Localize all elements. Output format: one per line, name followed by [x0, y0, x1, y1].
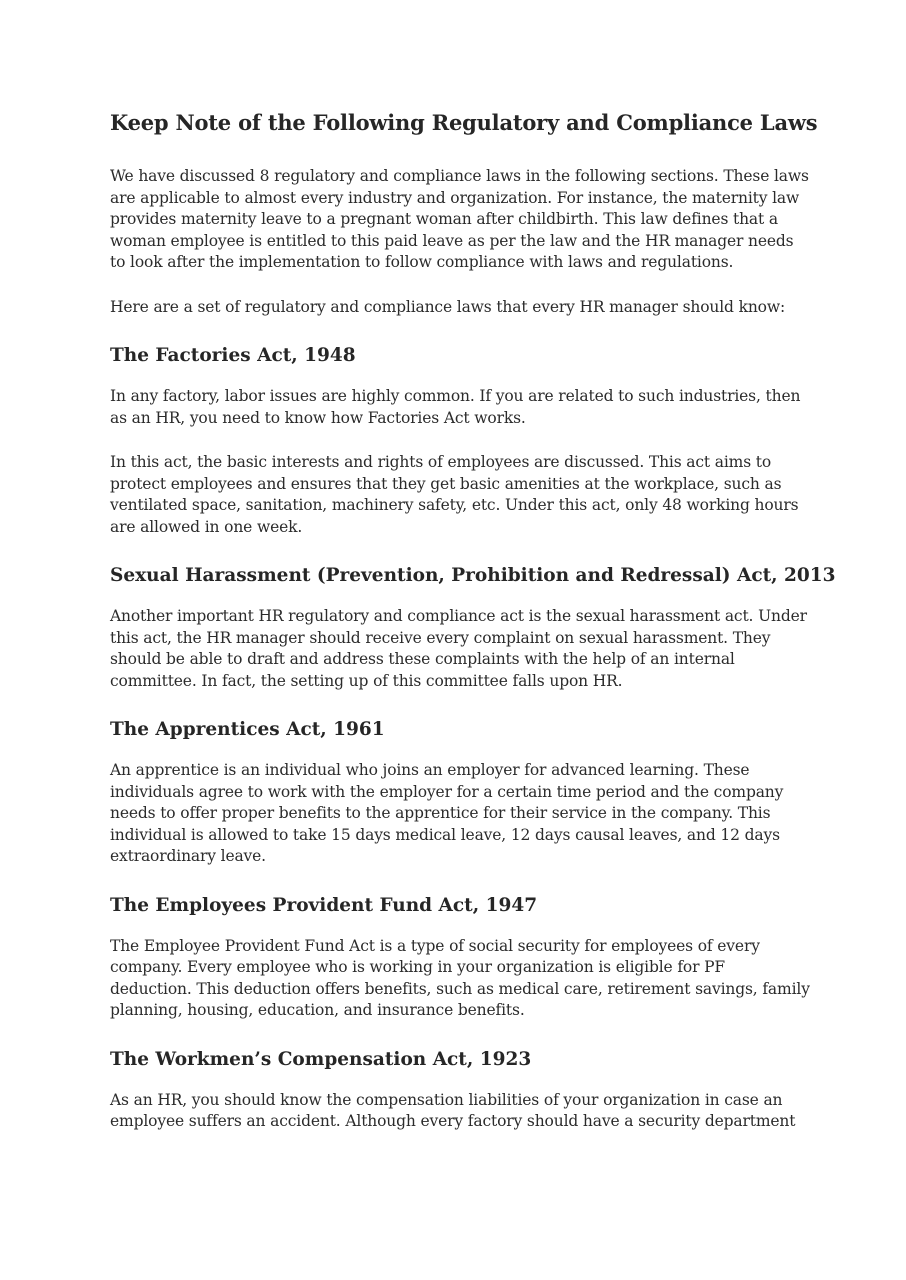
factories-act-paragraph: In any factory, labor issues are highly common. If you are related to such industries, then as an HR, you need to know how Factories Act works.: [110, 387, 801, 427]
section-heading-sexual-harassment-act: Sexual Harassment (Prevention, Prohibition and Redressal) Act, 2013: [110, 565, 836, 586]
page-title: Keep Note of the Following Regulatory and Compliance Laws: [110, 110, 818, 135]
sexual-harassment-act-paragraph: Another important HR regulatory and compliance act is the sexual harassment act. Under this act, the HR manager should receive every complaint on sexual harassment. They should be able to draft and address these complaints with the help of an internal committee. In fact, the setting up of this committee falls upon HR.: [110, 607, 807, 690]
section-heading-provident-fund-act: The Employees Provident Fund Act, 1947: [110, 894, 538, 916]
provident-fund-act-paragraph: The Employee Provident Fund Act is a type of social security for employees of every company. Every employee who is working in your organization is eligible for PF deduction. This deduction offers benefits, such as medical care, retirement savings, family planning, housing, education, and insurance benefits.: [110, 936, 810, 1019]
document-body: [110, 106, 836, 1133]
intro-paragraph: We have discussed 8 regulatory and compliance laws in the following sections. These laws are applicable to almost every industry and organization. For instance, the maternity law provides maternity leave to a pregnant woman after childbirth. This law defines that a woman employee is entitled to this paid leave as per the law and the HR manager needs to look after the implementation to follow compliance with laws and regulations.: [110, 167, 809, 271]
section-heading-apprentices-act: The Apprentices Act, 1961: [110, 719, 385, 740]
intro-lead-paragraph: Here are a set of regulatory and compliance laws that every HR manager should know:: [110, 297, 786, 316]
workmens-compensation-act-paragraph: As an HR, you should know the compensation liabilities of your organization in case an employee suffers an accident. Although every factory should have a security department: [110, 1090, 796, 1130]
apprentices-act-paragraph: An apprentice is an individual who joins an employer for advanced learning. These individuals agree to work with the employer for a certain time period and the company needs to offer proper benefits to the apprentice for their service in the company. This individual is allowed to take 15 days medical leave, 12 days causal leaves, and 12 days extraordinary leave.: [110, 761, 784, 865]
section-heading-workmens-compensation-act: The Workmen’s Compensation Act, 1923: [110, 1048, 532, 1070]
section-heading-factories-act: The Factories Act, 1948: [110, 345, 356, 366]
factories-act-paragraph: In this act, the basic interests and rights of employees are discussed. This act aims to protect employees and ensures that they get basic amenities at the workplace, such as ventilated space, sanitation, machinery safety, etc. Under this act, only 48 working hours are allowed in one week.: [110, 453, 799, 536]
